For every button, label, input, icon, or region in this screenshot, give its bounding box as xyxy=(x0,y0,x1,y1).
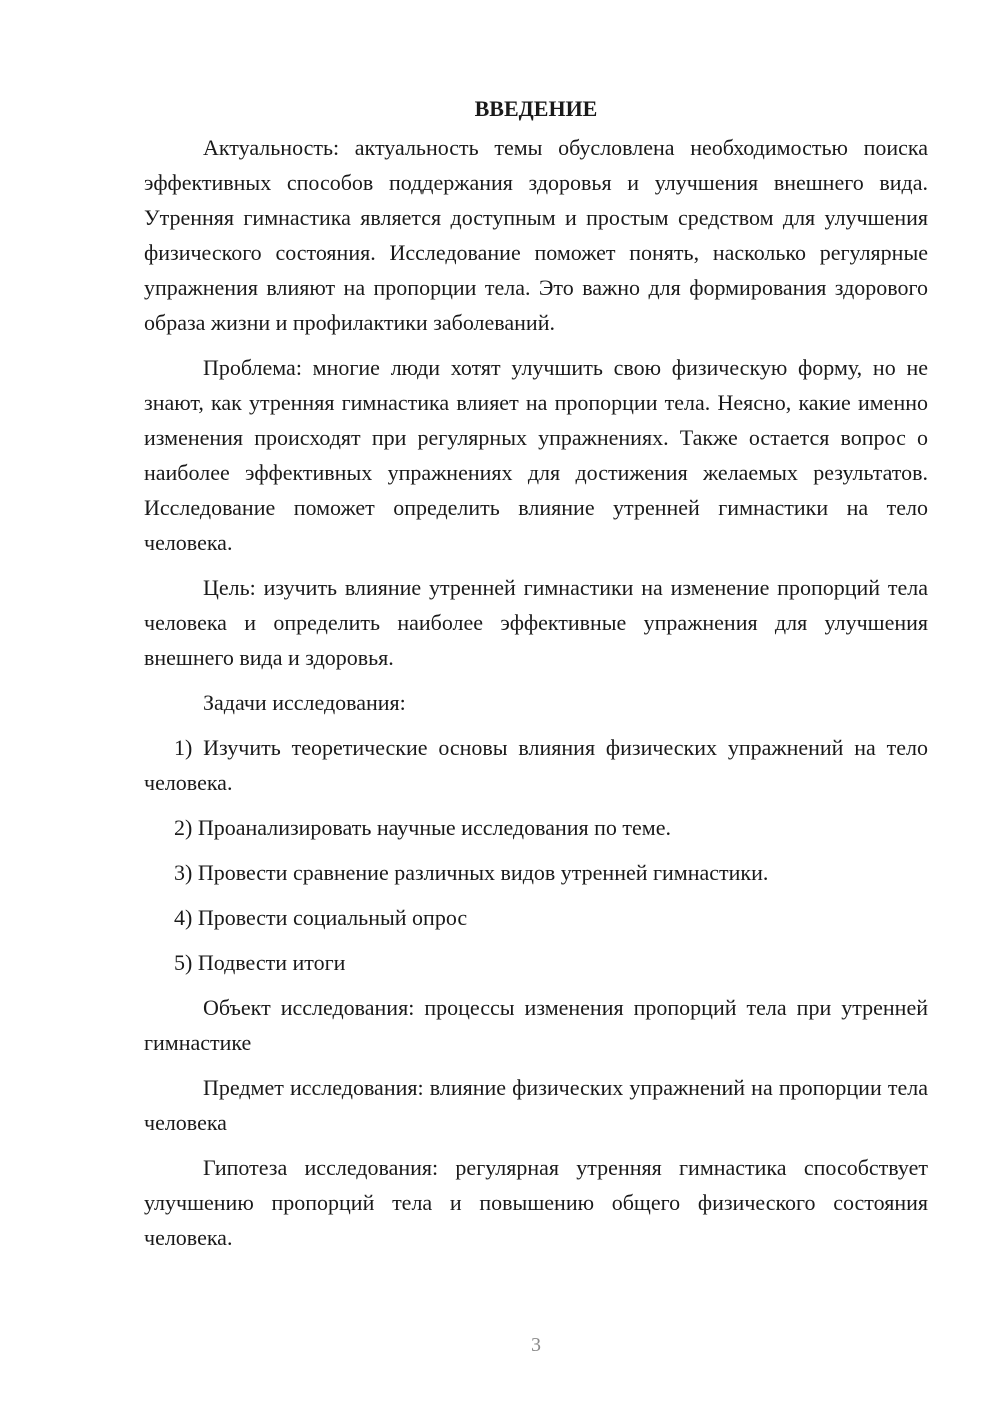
tasks-list xyxy=(144,730,928,980)
task-item: 5) Подвести итоги xyxy=(174,950,346,975)
object-paragraph: Объект исследования: процессы изменения пропорций тела при утренней гимнастике xyxy=(144,995,928,1055)
page-number: 3 xyxy=(531,1334,541,1356)
problem-paragraph: Проблема: многие люди хотят улучшить свою физическую форму, но не знают, как утренняя гимнастика влияет на пропорции тела. Неясно, какие именно изменения происходят при регулярных упражнениях. Также остается вопрос о наиболее эффективных упражнениях для достижения желаемых результатов. Исследование поможет определить влияние утренней гимнастики на тело человека. xyxy=(144,355,928,555)
task-item: 3) Провести сравнение различных видов утренней гимнастики. xyxy=(174,860,769,885)
relevance-paragraph: Актуальность: актуальность темы обусловлена необходимостью поиска эффективных способов поддержания здоровья и улучшения внешнего вида. Утренняя гимнастика является доступным и простым средством для улучшения физического состояния. Исследование поможет понять, насколько регулярные упражнения влияют на пропорции тела. Это важно для формирования здорового образа жизни и профилактики заболеваний. xyxy=(144,135,928,335)
subject-paragraph: Предмет исследования: влияние физических упражнений на пропорции тела человека xyxy=(144,1075,928,1135)
task-item: 4) Провести социальный опрос xyxy=(174,905,468,930)
tasks-heading: Задачи исследования: xyxy=(203,690,406,715)
hypothesis-paragraph: Гипотеза исследования: регулярная утренняя гимнастика способствует улучшению пропорций тела и повышению общего физического состояния человека. xyxy=(144,1155,928,1250)
task-item: 2) Проанализировать научные исследования по теме. xyxy=(174,815,671,840)
goal-paragraph: Цель: изучить влияние утренней гимнастики на изменение пропорций тела человека и определить наиболее эффективные упражнения для улучшения внешнего вида и здоровья. xyxy=(144,575,928,670)
task-item: 1) Изучить теоретические основы влияния физических упражнений на тело человека. xyxy=(144,735,928,795)
document-page xyxy=(144,92,928,1265)
page-title: ВВЕДЕНИЕ xyxy=(474,96,598,121)
